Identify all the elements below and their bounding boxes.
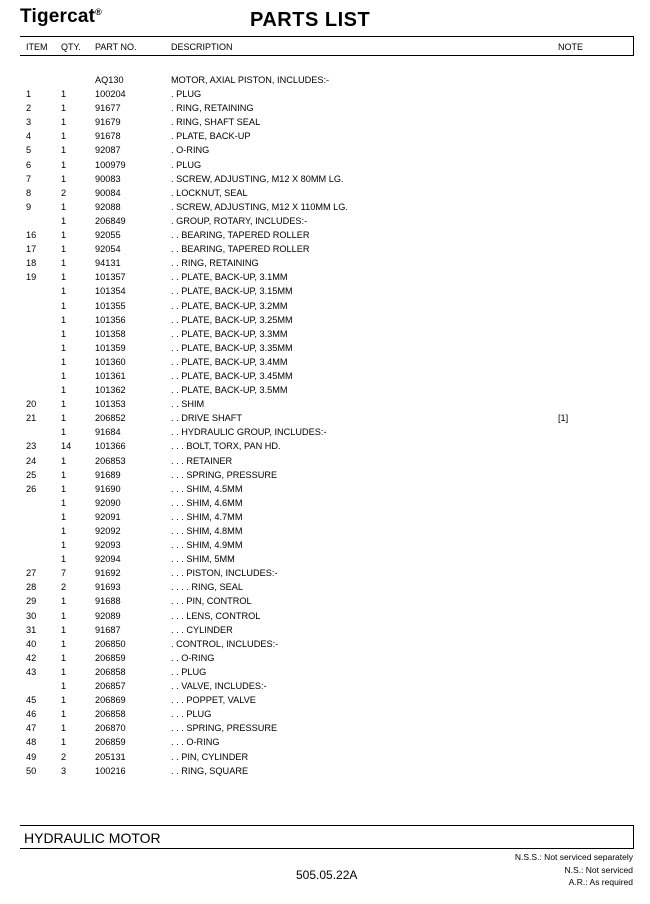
table-row — [20, 243, 634, 257]
quantity: 1 — [61, 709, 67, 720]
description: . . HYDRAULIC GROUP, INCLUDES:- — [171, 427, 327, 438]
item-number: 27 — [26, 568, 37, 579]
table-row — [20, 539, 634, 553]
quantity: 1 — [61, 666, 67, 677]
item-number: 24 — [26, 455, 37, 466]
quantity: 1 — [61, 173, 67, 184]
quantity: 1 — [61, 638, 67, 649]
table-row — [20, 511, 634, 525]
table-row — [20, 736, 634, 750]
part-number: 91688 — [95, 596, 121, 607]
table-row — [20, 328, 634, 342]
part-number: 92055 — [95, 230, 121, 241]
table-row — [20, 751, 634, 765]
part-number: 101353 — [95, 399, 126, 410]
table-row — [20, 201, 634, 215]
table-row — [20, 412, 634, 426]
part-number: AQ130 — [95, 75, 124, 85]
part-number: 101355 — [95, 300, 126, 311]
description: . . . PISTON, INCLUDES:- — [171, 568, 278, 579]
description: . . . LENS, CONTROL — [171, 610, 261, 621]
table-row — [20, 116, 634, 130]
table-row — [20, 370, 634, 384]
header-qty: QTY. — [61, 42, 81, 52]
assembly-title: HYDRAULIC MOTOR — [24, 830, 161, 846]
part-number: 206853 — [95, 455, 126, 466]
item-number: 7 — [26, 173, 32, 184]
part-number: 101354 — [95, 286, 126, 297]
quantity: 1 — [61, 131, 67, 142]
description: . . PIN, CYLINDER — [171, 751, 249, 762]
table-row — [20, 624, 634, 638]
description: . . PLUG — [171, 666, 207, 677]
quantity: 2 — [61, 751, 67, 762]
item-number: 16 — [26, 230, 37, 241]
description: . PLUG — [171, 159, 202, 170]
quantity: 1 — [61, 201, 67, 212]
table-row — [20, 553, 634, 567]
table-row — [20, 708, 634, 722]
quantity: 1 — [61, 258, 67, 269]
table-row — [20, 356, 634, 370]
quantity: 1 — [61, 554, 67, 565]
item-number: 47 — [26, 723, 37, 734]
description: . RING, RETAINING — [171, 103, 254, 114]
quantity: 1 — [61, 652, 67, 663]
quantity: 1 — [61, 328, 67, 339]
table-row — [20, 384, 634, 398]
item-number: 26 — [26, 483, 37, 494]
description: . SCREW, ADJUSTING, M12 X 110MM LG. — [171, 201, 348, 212]
description: . . PLATE, BACK-UP, 3.45MM — [171, 370, 293, 381]
quantity: 1 — [61, 215, 67, 226]
quantity: 1 — [61, 159, 67, 170]
description: . . . POPPET, VALVE — [171, 695, 256, 706]
abbreviation-legend — [515, 851, 633, 889]
item-number: 25 — [26, 469, 37, 480]
part-number: 91693 — [95, 582, 121, 593]
item-number: 1 — [26, 89, 32, 100]
item-number: 31 — [26, 624, 37, 635]
quantity: 1 — [61, 469, 67, 480]
part-number: 100204 — [95, 89, 126, 100]
quantity: 1 — [61, 540, 67, 551]
item-number: 19 — [26, 272, 37, 283]
item-number: 4 — [26, 131, 32, 142]
part-number: 205131 — [95, 751, 126, 762]
quantity: 1 — [61, 117, 67, 128]
table-row — [20, 652, 634, 666]
item-number: 8 — [26, 187, 32, 198]
item-number: 48 — [26, 737, 37, 748]
item-number: 45 — [26, 695, 37, 706]
quantity: 1 — [61, 244, 67, 255]
table-row — [20, 567, 634, 581]
table-row — [20, 88, 634, 102]
quantity: 2 — [61, 582, 67, 593]
part-number: 90084 — [95, 187, 121, 198]
description: . . RING, RETAINING — [171, 258, 259, 269]
table-row — [20, 765, 634, 779]
part-number: 91684 — [95, 427, 121, 438]
part-number: 92087 — [95, 145, 121, 156]
description: . . . . RING, SEAL — [171, 582, 243, 593]
quantity: 1 — [61, 526, 67, 536]
table-row — [20, 215, 634, 229]
quantity: 1 — [61, 230, 67, 241]
header-note: NOTE — [558, 42, 584, 52]
item-number: 50 — [26, 765, 37, 776]
part-number: 92093 — [95, 540, 121, 551]
page-number: 505.05.22A — [296, 868, 358, 882]
part-number: 92091 — [95, 511, 121, 522]
part-number: 206870 — [95, 723, 126, 734]
table-row — [20, 342, 634, 356]
quantity: 1 — [61, 497, 67, 508]
item-number: 20 — [26, 399, 37, 410]
quantity: 1 — [61, 624, 67, 635]
table-row — [20, 187, 634, 201]
description: . PLUG — [171, 89, 202, 100]
part-number: 92054 — [95, 244, 121, 255]
description: . . PLATE, BACK-UP, 3.2MM — [171, 300, 288, 311]
table-row — [20, 469, 634, 483]
table-row — [20, 581, 634, 595]
part-number: 101366 — [95, 441, 126, 452]
item-number: 42 — [26, 652, 37, 663]
item-number: 6 — [26, 159, 32, 170]
description: . LOCKNUT, SEAL — [171, 187, 248, 198]
table-row — [20, 102, 634, 116]
quantity: 1 — [61, 413, 67, 424]
description: . . . SPRING, PRESSURE — [171, 723, 278, 734]
description: . . . SHIM, 5MM — [171, 554, 235, 565]
description: . . O-RING — [171, 652, 215, 663]
part-number: 206850 — [95, 638, 126, 649]
part-number: 91677 — [95, 103, 121, 114]
part-number: 101361 — [95, 370, 126, 381]
description: . . PLATE, BACK-UP, 3.4MM — [171, 356, 288, 367]
quantity: 1 — [61, 427, 67, 438]
description: . . PLATE, BACK-UP, 3.5MM — [171, 385, 288, 396]
table-row — [20, 271, 634, 285]
description: . . . BOLT, TORX, PAN HD. — [171, 441, 281, 452]
table-row — [20, 455, 634, 469]
part-number: 101357 — [95, 272, 126, 283]
description: . . PLATE, BACK-UP, 3.15MM — [171, 286, 293, 297]
table-row — [20, 722, 634, 736]
item-number: 28 — [26, 582, 37, 593]
table-row — [20, 666, 634, 680]
table-row — [20, 638, 634, 652]
table-row — [20, 595, 634, 609]
header-description: DESCRIPTION — [171, 42, 233, 52]
quantity: 1 — [61, 300, 67, 311]
part-number: 206852 — [95, 413, 126, 424]
quantity: 1 — [61, 737, 67, 748]
quantity: 1 — [61, 385, 67, 396]
quantity: 1 — [61, 610, 67, 621]
description: . . . SHIM, 4.5MM — [171, 483, 243, 494]
description: . . . RETAINER — [171, 455, 233, 466]
quantity: 1 — [61, 399, 67, 410]
part-number: 206857 — [95, 681, 126, 692]
part-number: 92088 — [95, 201, 121, 212]
table-row — [20, 257, 634, 271]
quantity: 1 — [61, 356, 67, 367]
item-number: 40 — [26, 638, 37, 649]
description: . . . O-RING — [171, 737, 220, 748]
part-number: 100216 — [95, 765, 126, 776]
quantity: 3 — [61, 765, 67, 776]
item-number: 29 — [26, 596, 37, 607]
table-row — [20, 610, 634, 624]
legend-line: N.S.: Not serviced — [564, 864, 633, 875]
header-item: ITEM — [26, 42, 48, 52]
part-number: 92094 — [95, 554, 121, 565]
quantity: 1 — [61, 89, 67, 100]
quantity: 1 — [61, 681, 67, 692]
item-number: 9 — [26, 201, 32, 212]
part-number: 92089 — [95, 610, 121, 621]
brand-name: Tigercat — [20, 6, 96, 27]
description: . RING, SHAFT SEAL — [171, 117, 261, 128]
description: . . SHIM — [171, 399, 205, 410]
quantity: 1 — [61, 145, 67, 156]
description: . . . SHIM, 4.7MM — [171, 511, 243, 522]
description: . CONTROL, INCLUDES:- — [171, 638, 279, 649]
item-number: 5 — [26, 145, 32, 156]
quantity: 1 — [61, 272, 67, 283]
description: . . VALVE, INCLUDES:- — [171, 681, 267, 692]
description: . GROUP, ROTARY, INCLUDES:- — [171, 215, 308, 226]
description: . . PLATE, BACK-UP, 3.25MM — [171, 314, 293, 325]
description: . . . SPRING, PRESSURE — [171, 469, 278, 480]
description: . . PLATE, BACK-UP, 3.1MM — [171, 272, 288, 283]
table-row — [20, 130, 634, 144]
table-row — [20, 525, 634, 539]
description: . . . PLUG — [171, 709, 212, 720]
part-number: 91687 — [95, 624, 121, 635]
item-number: 30 — [26, 610, 37, 621]
description: . . . PIN, CONTROL — [171, 596, 252, 607]
part-number: 101359 — [95, 342, 126, 353]
item-number: 3 — [26, 117, 32, 128]
item-number: 2 — [26, 103, 32, 114]
part-number: 206858 — [95, 666, 126, 677]
part-number: 92090 — [95, 497, 121, 508]
table-row — [20, 74, 634, 88]
quantity: 1 — [61, 483, 67, 494]
description: . SCREW, ADJUSTING, M12 X 80MM LG. — [171, 173, 344, 184]
quantity: 1 — [61, 342, 67, 353]
table-row — [20, 398, 634, 412]
part-number: 101356 — [95, 314, 126, 325]
quantity: 2 — [61, 187, 67, 198]
quantity: 7 — [61, 568, 67, 579]
quantity: 1 — [61, 695, 67, 706]
quantity: 1 — [61, 314, 67, 325]
description: . . RING, SQUARE — [171, 765, 249, 776]
description: . . DRIVE SHAFT — [171, 413, 242, 424]
table-row — [20, 440, 634, 454]
item-number: 21 — [26, 413, 37, 424]
description: . . . SHIM, 4.8MM — [171, 526, 243, 536]
brand-logo — [20, 6, 102, 28]
part-number: 92092 — [95, 526, 121, 536]
part-number: 206859 — [95, 737, 126, 748]
table-row — [20, 426, 634, 440]
quantity: 1 — [61, 455, 67, 466]
description: . PLATE, BACK-UP — [171, 131, 251, 142]
part-number: 100979 — [95, 159, 126, 170]
item-number: 18 — [26, 258, 37, 269]
item-number: 46 — [26, 709, 37, 720]
table-row — [20, 229, 634, 243]
table-header — [20, 36, 634, 56]
part-number: 90083 — [95, 173, 121, 184]
table-row — [20, 483, 634, 497]
description: . . . CYLINDER — [171, 624, 233, 635]
parts-table-body — [20, 74, 634, 779]
part-number: 101362 — [95, 385, 126, 396]
item-number: 49 — [26, 751, 37, 762]
description: . . . SHIM, 4.6MM — [171, 497, 243, 508]
item-number: 23 — [26, 441, 37, 452]
item-number: 43 — [26, 666, 37, 677]
table-row — [20, 285, 634, 299]
description: MOTOR, AXIAL PISTON, INCLUDES:- — [171, 75, 330, 85]
table-row — [20, 497, 634, 511]
table-row — [20, 144, 634, 158]
quantity: 1 — [61, 286, 67, 297]
part-number: 94131 — [95, 258, 121, 269]
page-title: PARTS LIST — [250, 9, 371, 31]
part-number: 101358 — [95, 328, 126, 339]
quantity: 1 — [61, 723, 67, 734]
table-row — [20, 173, 634, 187]
description: . . BEARING, TAPERED ROLLER — [171, 244, 310, 255]
description: . . PLATE, BACK-UP, 3.3MM — [171, 328, 288, 339]
assembly-title-box — [20, 825, 634, 849]
part-number: 206859 — [95, 652, 126, 663]
part-number: 91689 — [95, 469, 121, 480]
part-number: 101360 — [95, 356, 126, 367]
description: . . PLATE, BACK-UP, 3.35MM — [171, 342, 293, 353]
part-number: 91692 — [95, 568, 121, 579]
legend-line: N.S.S.: Not serviced separately — [514, 852, 633, 862]
quantity: 1 — [61, 103, 67, 114]
part-number: 206869 — [95, 695, 126, 706]
table-row — [20, 680, 634, 694]
quantity: 1 — [61, 596, 67, 607]
quantity: 14 — [61, 441, 72, 452]
legend-line: A.R.: As required — [568, 877, 633, 887]
part-number: 91690 — [95, 483, 121, 494]
part-number: 91678 — [95, 131, 121, 142]
table-row — [20, 300, 634, 314]
quantity: 1 — [61, 370, 67, 381]
item-number: 17 — [26, 244, 37, 255]
part-number: 206849 — [95, 215, 126, 226]
description: . O-RING — [171, 145, 210, 156]
table-row — [20, 314, 634, 328]
part-number: 91679 — [95, 117, 121, 128]
note: [1] — [558, 413, 569, 424]
table-row — [20, 694, 634, 708]
table-row — [20, 159, 634, 173]
description: . . BEARING, TAPERED ROLLER — [171, 230, 310, 241]
quantity: 1 — [61, 511, 67, 522]
part-number: 206858 — [95, 709, 126, 720]
registered-mark: ® — [95, 7, 103, 17]
description: . . . SHIM, 4.9MM — [171, 540, 243, 551]
header-part-no: PART NO. — [95, 42, 137, 52]
